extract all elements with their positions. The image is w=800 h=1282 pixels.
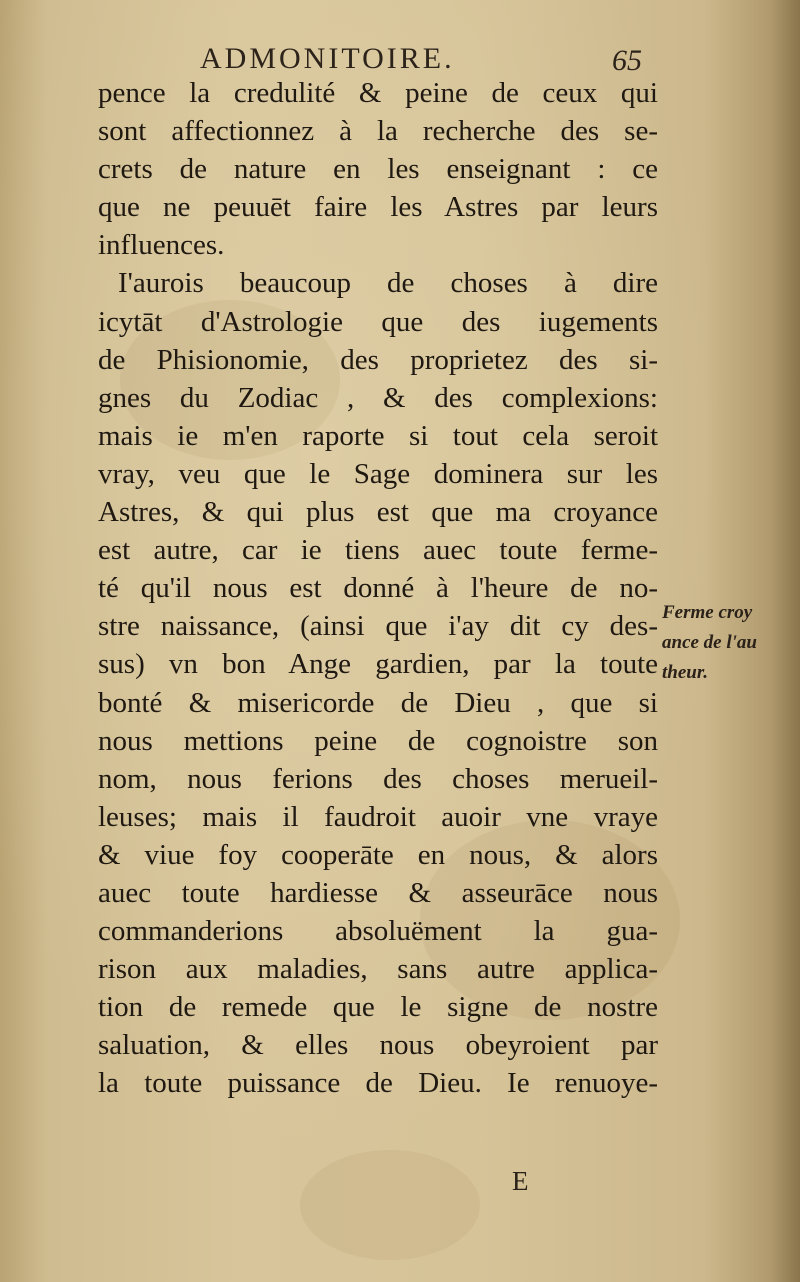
text-line: rison aux maladies, sans autre applica-: [98, 953, 658, 986]
signature-mark: E: [512, 1166, 529, 1196]
text-line: commanderions absoluëment la gua-: [98, 915, 658, 948]
running-head: ADMONITOIRE.: [200, 42, 455, 75]
text-line: de Phisionomie, des proprietez des si-: [98, 343, 658, 376]
text-line: saluation, & elles nous obeyroient par: [98, 1029, 658, 1062]
text-line: vray, veu que le Sage dominera sur les: [98, 457, 658, 490]
text-line: Astres, & qui plus est que ma croyance: [98, 496, 658, 529]
text-line: influences.: [98, 229, 225, 262]
text-line: crets de nature en les enseignant : ce: [98, 153, 658, 186]
text-line: auec toute hardiesse & asseurāce nous: [98, 876, 658, 909]
text-line: tion de remede que le signe de nostre: [98, 991, 658, 1024]
page-edge-shadow: [770, 0, 800, 1282]
marginal-note-line: Ferme croy: [662, 602, 753, 623]
text-line: & viue foy cooperāte en nous, & alors: [98, 838, 658, 871]
text-line: mais ie m'en raporte si tout cela seroit: [98, 419, 658, 452]
text-line: nous mettions peine de cognoistre son: [98, 724, 658, 757]
text-line: sont affectionnez à la recherche des se-: [98, 115, 658, 148]
page-stain: [300, 1150, 480, 1260]
text-line: té qu'il nous est donné à l'heure de no-: [98, 572, 658, 605]
text-line: icytāt d'Astrologie que des iugements: [98, 305, 658, 338]
text-line: pence la credulité & peine de ceux qui: [98, 77, 658, 109]
text-line: I'aurois beaucoup de choses à dire: [118, 267, 658, 300]
text-line: nom, nous ferions des choses merueil-: [98, 762, 658, 795]
text-line: bonté & misericorde de Dieu , que si: [98, 686, 658, 719]
text-line: gnes du Zodiac , & des complexions:: [98, 381, 658, 414]
marginal-note-line: theur.: [662, 662, 708, 683]
text-line: que ne peuuēt faire les Astres par leurs: [98, 191, 658, 224]
page-number: 65: [612, 44, 642, 77]
marginal-note-line: ance de l'au: [662, 632, 757, 653]
body-text: [98, 74, 658, 1103]
text-line: la toute puissance de Dieu. Ie renuoye-: [98, 1067, 658, 1100]
text-line: stre naissance, (ainsi que i'ay dit cy des-: [98, 610, 658, 643]
text-line: est autre, car ie tiens auec toute ferme-: [98, 534, 658, 567]
text-line: sus) vn bon Ange gardien, par la toute: [98, 648, 658, 681]
text-line: leuses; mais il faudroit auoir vne vraye: [98, 800, 658, 833]
